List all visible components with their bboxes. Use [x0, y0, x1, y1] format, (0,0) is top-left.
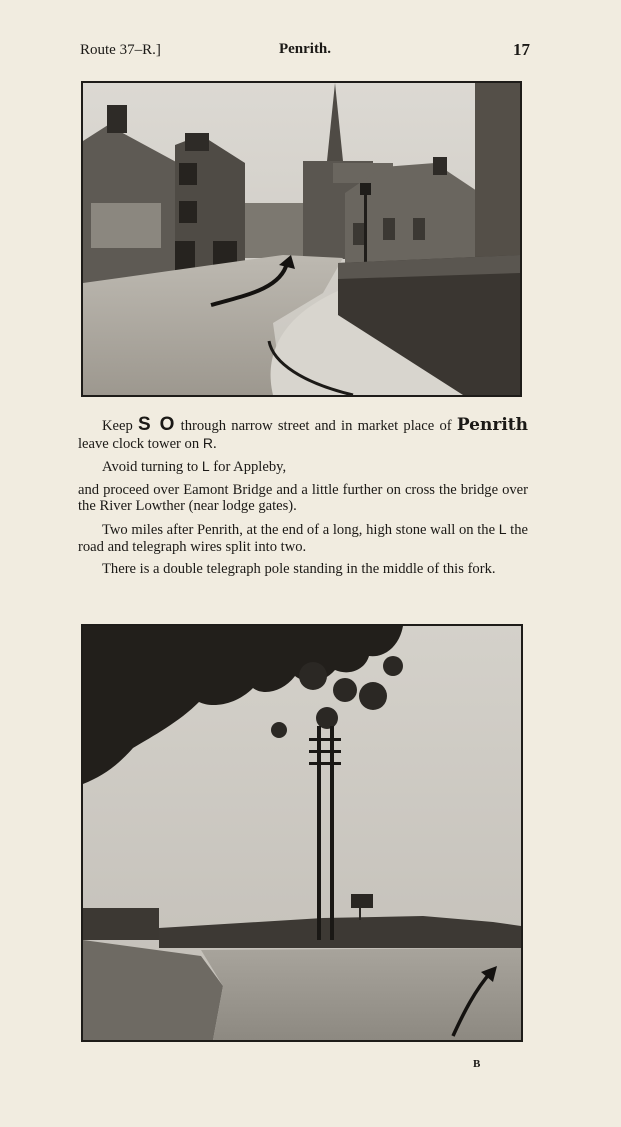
- directions-text: [78, 414, 528, 584]
- signature-mark: B: [473, 1058, 481, 1070]
- paragraph-4: [78, 521, 528, 555]
- road-fork-illustration: [83, 626, 521, 1040]
- page-title: Penrith.: [278, 41, 332, 57]
- text-run: .: [212, 435, 217, 452]
- street-scene-illustration: [83, 83, 520, 395]
- text-run: Avoid turning to: [102, 459, 202, 476]
- page-number: 17: [513, 40, 530, 59]
- text-run: Two miles after Penrith, at the end of a long, high stone wall on the: [102, 521, 499, 538]
- text-run: Keep: [102, 418, 139, 434]
- text-run: through narrow street and in market place of: [175, 418, 457, 434]
- text-run: leave clock tower on: [78, 435, 203, 452]
- text-run: for Appleby,: [209, 459, 287, 476]
- paragraph-1: [78, 414, 528, 452]
- route-reference: Route 37–R.]: [80, 42, 161, 58]
- paragraph-5: There is a double telegraph pole standing in the middle of this fork.: [102, 561, 496, 578]
- direction-right-marker: R: [202, 434, 213, 451]
- direction-left-marker: L: [201, 458, 210, 475]
- paragraph-3: and proceed over Eamont Bridge and a little further on cross the bridge over the River Lowther (near lodge gates).: [78, 481, 528, 515]
- paragraph-2: [78, 458, 528, 476]
- straight-on-marker: S O: [138, 414, 176, 435]
- photo-street-scene: [81, 81, 522, 397]
- photo-telegraph-pole-fork: [81, 624, 523, 1042]
- running-header: [80, 40, 530, 64]
- place-name-penrith: Penrith: [456, 415, 528, 435]
- direction-left-marker: L: [498, 520, 507, 537]
- text-run: the road and telegraph wires split into two.: [78, 521, 528, 555]
